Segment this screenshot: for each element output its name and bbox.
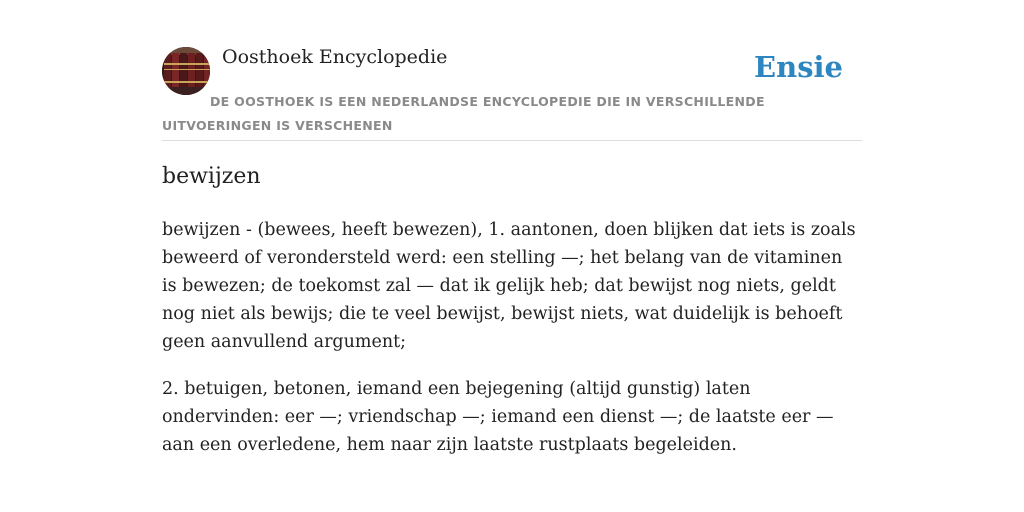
entry-definition (162, 216, 862, 478)
site-title[interactable]: Oosthoek Encyclopedie (222, 46, 448, 68)
content-container (162, 0, 862, 455)
definition-paragraph-2: 2. betuigen, betonen, iemand een bejegening (altijd gunstig) laten ondervinden: eer —; vriendschap —; iemand een dienst —; de laatste eer — aan een overledene, hem naar zijn laatste rustplaats begeleiden. (162, 379, 834, 455)
book-spines-icon[interactable] (162, 47, 210, 95)
brand-logo-text[interactable]: Ensie (754, 50, 843, 84)
site-tagline: DE OOSTHOEK IS EEN NEDERLANDSE ENCYCLOPEDIE DIE IN VERSCHILLENDE UITVOERINGEN IS VERSCHENEN (162, 94, 765, 133)
site-header (162, 0, 862, 141)
definition-paragraph-1: bewijzen - (bewees, heeft bewezen), 1. aantonen, doen blijken dat iets is zoals beweerd of verondersteld werd: een stelling —; het belang van de vitaminen is bewezen; de toekomst zal — dat ik gelijk heb; dat bewijst nog niets, geldt nog niet als bewijs; die te veel bewijst, bewijst niets, wat duidelijk is behoeft geen aanvullend argument; (162, 220, 856, 352)
entry-title: bewijzen (162, 164, 261, 189)
